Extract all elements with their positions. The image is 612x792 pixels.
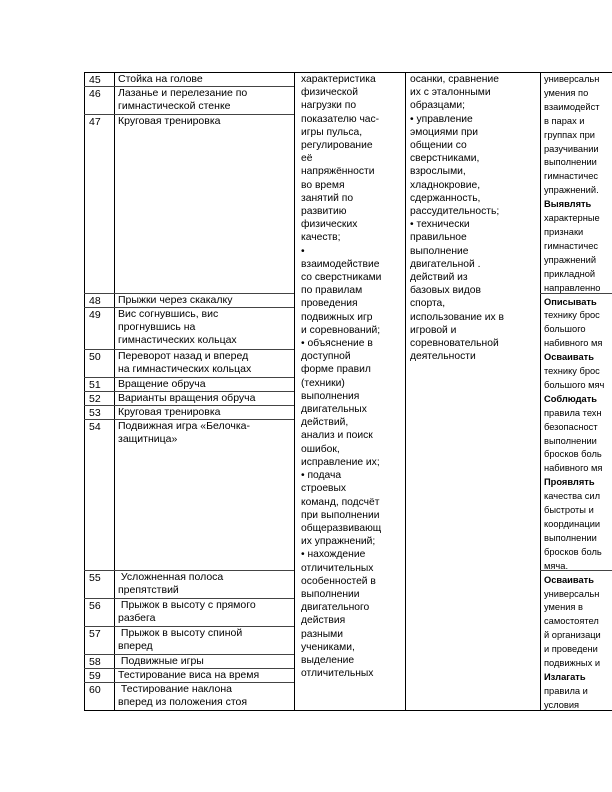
column-text-line: подвижных и bbox=[544, 658, 601, 669]
column-text-line: сверстниками, bbox=[410, 153, 480, 165]
column-text-line: взаимодействие bbox=[301, 258, 380, 270]
column-text-line: действия bbox=[301, 615, 346, 627]
column-text-line: большого мяч bbox=[544, 379, 605, 390]
column-text-line: доступной bbox=[301, 351, 351, 363]
column-text-line: Описывать bbox=[544, 296, 597, 307]
column-text-line: и соревнований; bbox=[301, 324, 381, 336]
column-text-line: универсальн bbox=[544, 74, 600, 84]
lesson-title: Вис согнувшись, вис bbox=[118, 308, 219, 320]
column-text-line: Выявлять bbox=[544, 199, 592, 210]
activity-types-column bbox=[544, 73, 612, 710]
column-text-line: сдержанность, bbox=[410, 192, 481, 204]
column-text-line: упражнений bbox=[544, 254, 597, 265]
column-text-line: гимнастичес bbox=[544, 240, 599, 251]
lesson-number: 59 bbox=[89, 670, 101, 682]
column-text-line: игровой и bbox=[410, 324, 457, 336]
column-text-line: группах при bbox=[544, 129, 595, 140]
lesson-number: 46 bbox=[89, 88, 101, 100]
column-text-line: эмоциями при bbox=[410, 126, 479, 138]
column-text-line: отличительных bbox=[301, 668, 374, 680]
column-text-line: бросков боль bbox=[544, 449, 602, 460]
column-text-line: набивного мя bbox=[544, 463, 603, 474]
column-text-line: общении со bbox=[410, 140, 467, 152]
column-text-line: физической bbox=[301, 87, 359, 99]
column-text-line: • объяснение в bbox=[301, 338, 373, 350]
column-text-line: технику брос bbox=[544, 310, 600, 321]
column-text-line: исправление их; bbox=[301, 456, 380, 468]
lesson-number: 54 bbox=[89, 421, 101, 433]
column-text-line: базовых видов bbox=[410, 285, 481, 297]
column-text-line: в парах и bbox=[544, 115, 585, 126]
column-text-line: большого bbox=[544, 324, 586, 335]
lesson-title: Переворот назад и вперед bbox=[118, 350, 249, 362]
column-text-line: правила и bbox=[544, 685, 588, 696]
column-text-line: взрослыми, bbox=[410, 166, 466, 178]
column-text-line: форме правил bbox=[301, 364, 371, 376]
column-text-line: качеств; bbox=[301, 232, 341, 244]
column-text-line: проведения bbox=[301, 298, 358, 310]
column-text-line: нагрузки по bbox=[301, 100, 357, 112]
column-text-line: самостоятел bbox=[544, 616, 599, 627]
column-text-line: быстроты и bbox=[544, 505, 594, 516]
lesson-number: 52 bbox=[89, 393, 101, 405]
column-text-line: взаимодейст bbox=[544, 101, 600, 112]
lesson-title: гимнастических кольцах bbox=[118, 334, 237, 346]
column-text-line: развитию bbox=[301, 206, 347, 218]
lesson-number: 57 bbox=[89, 628, 101, 640]
column-text-line: направленно bbox=[544, 282, 601, 293]
column-text-line: умения в bbox=[544, 602, 583, 613]
column-text-line: Осваивать bbox=[544, 352, 594, 363]
column-text-line: гимнастичес bbox=[544, 171, 599, 182]
column-text-line: • нахождение bbox=[301, 549, 366, 561]
column-text-line: Осваивать bbox=[544, 574, 594, 585]
lesson-title: гимнастической стенке bbox=[118, 100, 231, 112]
lesson-title: Круговая тренировка bbox=[118, 406, 221, 418]
lesson-number: 45 bbox=[89, 74, 101, 86]
column-text-line: правильное bbox=[410, 232, 467, 244]
column-text-line: выполнении bbox=[544, 435, 597, 446]
column-text-line: • bbox=[301, 245, 305, 257]
lesson-title: Тестирование виса на время bbox=[118, 669, 260, 681]
column-text-line: выполнения bbox=[301, 390, 360, 402]
column-text-line: их с эталонными bbox=[410, 87, 491, 99]
column-text-line: координации bbox=[544, 519, 601, 529]
column-text-line: признаки bbox=[544, 226, 584, 237]
lesson-title: Вращение обруча bbox=[118, 378, 206, 390]
column-text-line: занятий по bbox=[301, 192, 354, 204]
lesson-number: 47 bbox=[89, 116, 101, 128]
column-text-line: осанки, сравнение bbox=[410, 74, 499, 85]
lesson-title: Подвижная игра «Белочка- bbox=[118, 420, 250, 432]
column-text-line: регулирование bbox=[301, 140, 373, 152]
column-text-line: технику брос bbox=[544, 366, 600, 377]
column-text-line: упражнений. bbox=[544, 185, 599, 196]
column-text-line: хладнокровие, bbox=[410, 179, 481, 191]
lesson-title: Лазанье и перелезание по bbox=[118, 87, 248, 99]
lesson-number: 60 bbox=[89, 684, 101, 696]
lesson-title: Усложненная полоса bbox=[118, 571, 224, 583]
column-text-line: разными bbox=[301, 628, 343, 640]
lesson-number: 48 bbox=[89, 295, 101, 307]
column-text-line: анализ и поиск bbox=[301, 430, 373, 442]
column-text-line: физических bbox=[301, 219, 358, 231]
column-text-line: строевых bbox=[301, 483, 347, 495]
column-text-line: выполнении bbox=[544, 532, 597, 543]
column-text-line: по правилам bbox=[301, 285, 363, 297]
column-text-line: выделение bbox=[301, 654, 355, 666]
column-text-line: набивного мя bbox=[544, 338, 603, 349]
column-text-line: безопасност bbox=[544, 421, 598, 432]
column-text-line: спорта, bbox=[410, 298, 446, 310]
column-text-line: характерные bbox=[544, 213, 600, 224]
lesson-title: вперед bbox=[118, 640, 153, 652]
column-text-line: й организаци bbox=[544, 630, 601, 641]
column-text-line: разучивании bbox=[544, 143, 599, 154]
column-text-line: её bbox=[301, 153, 313, 165]
column-text-line: учениками, bbox=[301, 641, 355, 653]
column-text-line: общеразвивающ bbox=[301, 522, 382, 534]
column-text-line: умения по bbox=[544, 87, 589, 98]
column-border bbox=[540, 72, 541, 711]
lesson-title: Подвижные игры bbox=[118, 655, 204, 667]
lesson-number: 53 bbox=[89, 407, 101, 419]
column-text-line: (техники) bbox=[301, 377, 345, 389]
column-text-line: рассудительность; bbox=[410, 206, 500, 218]
column-text-line: игры пульса, bbox=[301, 126, 363, 138]
column-border bbox=[405, 72, 406, 711]
column-text-line: Излагать bbox=[544, 671, 586, 682]
lesson-title: Прыжок в высоту спиной bbox=[118, 627, 243, 639]
lesson-number: 49 bbox=[89, 309, 101, 321]
column-text-line: универсальн bbox=[544, 588, 600, 599]
lesson-title: на гимнастических кольцах bbox=[118, 363, 252, 375]
column-text-line: • управление bbox=[410, 113, 473, 125]
column-text-line: напряжённости bbox=[301, 166, 375, 178]
column-text-line: условия bbox=[544, 699, 580, 710]
lesson-number: 51 bbox=[89, 379, 101, 391]
column-text-line: со сверстниками bbox=[301, 272, 382, 284]
column-text-line: Соблюдать bbox=[544, 393, 597, 404]
table-bottom-border bbox=[84, 710, 612, 711]
column-text-line: и проведени bbox=[544, 644, 598, 655]
column-text-line: двигательного bbox=[301, 602, 370, 614]
lesson-title: Прыжки через скакалку bbox=[118, 294, 233, 306]
column-text-line: двигательных bbox=[301, 404, 367, 416]
column-text-line: соревновательной bbox=[410, 338, 499, 350]
column-text-line: двигательной . bbox=[410, 258, 481, 270]
column-text-line: • подача bbox=[301, 470, 342, 482]
column-text-line: деятельности bbox=[410, 351, 476, 363]
lesson-number: 50 bbox=[89, 351, 101, 363]
column-text-line: выполнение bbox=[410, 245, 469, 257]
column-text-line: прикладной bbox=[544, 268, 596, 279]
column-text-line: особенностей в bbox=[301, 575, 376, 587]
column-text-line: Проявлять bbox=[544, 477, 595, 488]
column-text-line: ошибок, bbox=[301, 443, 340, 455]
column-border bbox=[294, 72, 295, 711]
column-text-line: действий из bbox=[410, 272, 468, 284]
column-text-line: при выполнении bbox=[301, 509, 380, 521]
personal-results-column bbox=[410, 73, 538, 710]
column-text-line: во время bbox=[301, 179, 345, 191]
lesson-number: 58 bbox=[89, 656, 101, 668]
column-text-line: выполнении bbox=[544, 157, 597, 168]
lesson-title: защитница» bbox=[118, 433, 178, 445]
column-text-line: мяча. bbox=[544, 560, 569, 571]
column-text-line: образцами; bbox=[410, 100, 465, 112]
column-text-line: использование их в bbox=[410, 311, 505, 323]
lesson-title: Варианты вращения обруча bbox=[118, 392, 256, 404]
lesson-title: Круговая тренировка bbox=[118, 115, 221, 127]
column-text-line: • технически bbox=[410, 219, 470, 231]
lesson-title: вперед из положения стоя bbox=[118, 696, 248, 708]
column-text-line: правила техн bbox=[544, 407, 602, 418]
lesson-number: 56 bbox=[89, 600, 101, 612]
lesson-title: препятствий bbox=[118, 584, 179, 596]
column-text-line: команд, подсчёт bbox=[301, 496, 380, 508]
column-text-line: бросков боль bbox=[544, 546, 602, 557]
lesson-title: прогнувшись на bbox=[118, 321, 196, 333]
column-text-line: подвижных игр bbox=[301, 311, 373, 323]
column-text-line: их упражнений; bbox=[301, 536, 376, 548]
lesson-title: разбега bbox=[118, 612, 156, 624]
lesson-title: Тестирование наклона bbox=[118, 683, 232, 695]
communicative-skills-column bbox=[301, 73, 397, 710]
lesson-title: Прыжок в высоту с прямого bbox=[118, 599, 256, 611]
column-text-line: характеристика bbox=[301, 74, 376, 85]
column-text-line: показателю час- bbox=[301, 113, 380, 125]
column-text-line: действий, bbox=[301, 417, 349, 429]
lesson-title: Стойка на голове bbox=[118, 73, 203, 85]
column-text-line: качества сил bbox=[544, 491, 601, 502]
column-text-line: отличительных bbox=[301, 562, 374, 574]
lesson-number: 55 bbox=[89, 572, 101, 584]
column-text-line: выполнении bbox=[301, 588, 360, 600]
